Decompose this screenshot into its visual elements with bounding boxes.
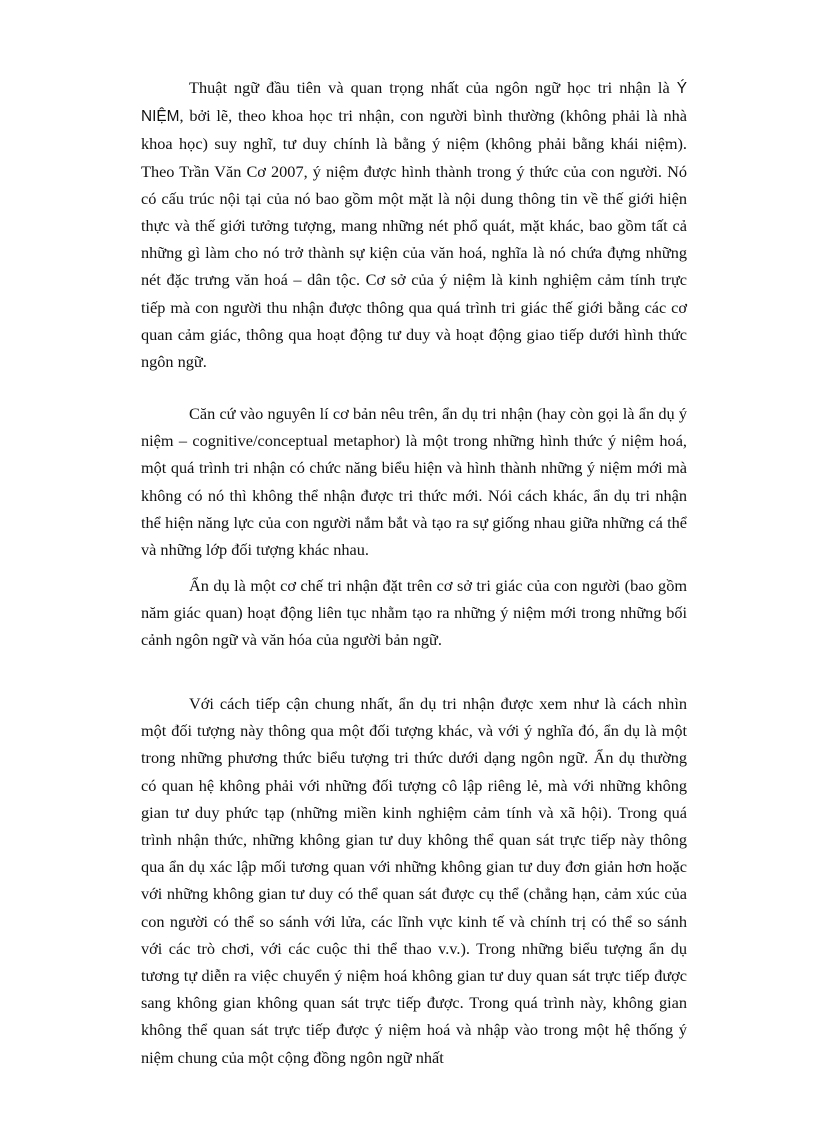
- paragraph-2-text: Căn cứ vào nguyên lí cơ bản nêu trên, ẩn dụ tri nhận (hay còn gọi là ẩn dụ ý niệm – cognitive/conceptual metaphor) là một trong những hình thức ý niệm hoá, một quá trình tri nhận có chức năng biểu hiện và hình thành những ý niệm mới mà không có nó thì không thể nhận được tri thức mới. Nói cách khác, ẩn dụ tri nhận thể hiện năng lực của con người nắm bắt và tạo ra sự giống nhau giữa những cá thể và những lớp đối tượng khác nhau.: [141, 404, 687, 560]
- paragraph-an-du-tri-nhan: [141, 400, 687, 563]
- paragraph-1-body: , bởi lẽ, theo khoa học tri nhận, con người bình thường (không phải là nhà khoa học) suy nghĩ, tư duy chính là bằng ý niệm (không phải bằng khái niệm). Theo Trần Văn Cơ 2007, ý niệm được hình thành trong ý thức của con người. Nó có cấu trúc nội tại của nó bao gồm một mặt là nội dung thông tin về thế giới hiện thực và thế giới tưởng tượng, mang những nét phổ quát, mặt khác, bao gồm tất cả những gì làm cho nó trở thành sự kiện của văn hoá, nghĩa là nó chứa đựng những nét đặc trưng văn hoá – dân tộc. Cơ sở của ý niệm là kinh nghiệm cảm tính trực tiếp mà con người thu nhận được thông qua quá trình tri giác thế giới bằng các cơ quan cảm giác, thông qua hoạt động tư duy và hoạt động giao tiếp dưới hình thức ngôn ngữ.: [141, 106, 687, 372]
- paragraph-4-text: Với cách tiếp cận chung nhất, ẩn dụ tri nhận được xem như là cách nhìn một đối tượng này thông qua một đối tượng khác, và với ý nghĩa đó, ẩn dụ là một trong những phương thức biểu tượng tri thức dưới dạng ngôn ngữ. Ẩn dụ thường có quan hệ không phải với những đối tượng cô lập riêng lẻ, mà với những không gian tư duy phức tạp (những miền kinh nghiệm cảm tính và xã hội). Trong quá trình nhận thức, những không gian tư duy không thể quan sát trực tiếp này thông qua ẩn dụ xác lập mối tương quan với những không gian tư duy đơn giản hơn hoặc với những không gian tư duy có thể quan sát được cụ thể (chẳng hạn, cảm xúc của con người có thể so sánh với lửa, các lĩnh vực kinh tế và chính trị có thể so sánh với các trò chơi, với các cuộc thi thể thao v.v.). Trong những biểu tượng ẩn dụ tương tự diễn ra việc chuyển ý niệm hoá không gian tư duy quan sát trực tiếp được sang không gian không quan sát trực tiếp được. Trong quá trình này, không gian không thể quan sát trực tiếp được ý niệm hoá và nhập vào trong một hệ thống ý niệm chung của một cộng đồng ngôn ngữ nhất: [141, 694, 687, 1067]
- term-y-niem: Ý NIỆM: [141, 80, 687, 126]
- paragraph-cach-tiep-can: [141, 690, 687, 1071]
- paragraph-1-lead: Thuật ngữ đầu tiên và quan trọng nhất của ngôn ngữ học tri nhận là: [189, 78, 677, 97]
- paragraph-co-che-tri-nhan: [141, 572, 687, 654]
- paragraph-1-text: [141, 74, 687, 375]
- paragraph-3-text: Ẩn dụ là một cơ chế tri nhận đặt trên cơ sở tri giác của con người (bao gồm năm giác quan) hoạt động liên tục nhằm tạo ra những ý niệm mới trong những bối cảnh ngôn ngữ và văn hóa của người bản ngữ.: [141, 576, 687, 650]
- paragraph-y-niem: [141, 74, 687, 375]
